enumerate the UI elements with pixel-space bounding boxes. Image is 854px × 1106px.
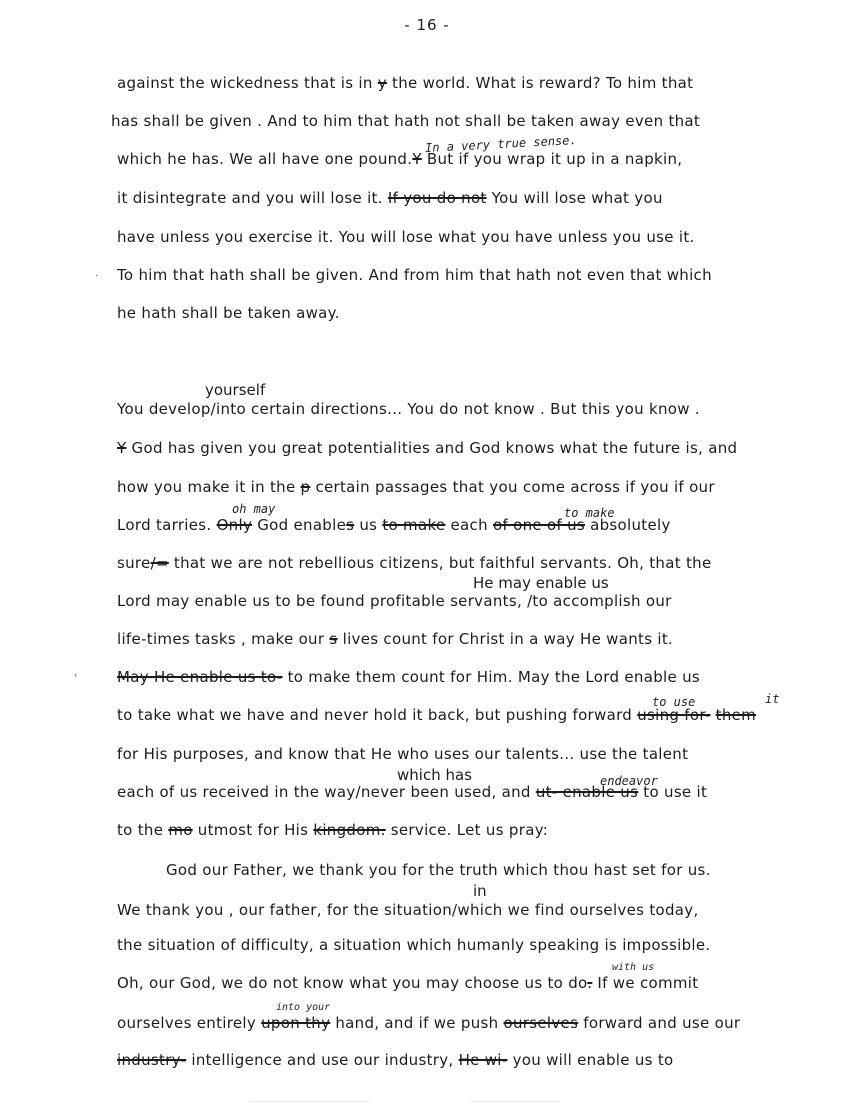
text-line: [117, 668, 700, 686]
text-line: [117, 974, 698, 992]
struck-text: /=: [150, 554, 169, 572]
handwritten-insertion-true-sense: In a very true sense.: [424, 133, 577, 155]
line-text: has shall be given . And to him that hath not shall be taken away even that: [111, 112, 701, 130]
line-text: the world. What is reward? To him that: [386, 74, 694, 92]
line-text: God our Father, we thank you for the truth which thou hast set for us.: [166, 861, 711, 879]
struck-text: kingdom.: [313, 821, 386, 839]
text-line: [117, 228, 695, 246]
struck-text: May He enable us to-: [117, 668, 283, 686]
text-line: [117, 745, 688, 763]
text-line: [117, 439, 737, 457]
struck-text: industry-: [117, 1051, 187, 1069]
struck-text: s: [346, 516, 355, 534]
line-text: ourselves entirely: [117, 1014, 262, 1032]
struck-text: p: [300, 478, 311, 496]
struck-text: s: [329, 630, 338, 648]
struck-text: Y: [412, 150, 422, 168]
line-text: You will lose what you: [486, 189, 663, 207]
text-line: [111, 112, 700, 130]
text-line: [117, 592, 672, 610]
struck-text: of one of us: [492, 516, 586, 534]
line-text: to make them count for Him. May the Lord enable us: [282, 668, 700, 686]
struck-text: upon thy: [261, 1014, 331, 1032]
struck-text: them: [715, 706, 757, 724]
line-text: service. Let us pray:: [385, 821, 549, 839]
line-text: the situation of difficulty, a situation which humanly speaking is impossible.: [117, 936, 711, 954]
line-text: To him that hath shall be given. And from him that hath not even that which: [117, 266, 712, 284]
typed-insertion-he-may-enable-us: He may enable us: [473, 574, 609, 592]
line-text: Lord may enable us to be found profitable servants, /to accomplish our: [117, 592, 672, 610]
line-text: have unless you exercise it. You will lose what you have unless you use it.: [117, 228, 695, 246]
text-line: [117, 304, 340, 322]
struck-text: using for-: [637, 706, 711, 724]
struck-text: y: [377, 74, 387, 92]
line-text: to the: [117, 821, 169, 839]
line-text: it disintegrate and you will lose it.: [117, 189, 388, 207]
struck-text: He wi-: [458, 1051, 508, 1069]
line-text: sure: [117, 554, 151, 572]
handwritten-insertion-into-your: into your: [276, 1002, 331, 1013]
margin-speck: ·: [95, 271, 99, 282]
line-text: But if you wrap it up in a napkin,: [421, 150, 683, 168]
text-line: [117, 936, 710, 954]
text-line: [117, 901, 699, 919]
line-text: intelligence and use our industry,: [186, 1051, 459, 1069]
line-text: If we commit: [592, 974, 699, 992]
struck-text: to make: [382, 516, 446, 534]
struck-text: ourselves: [503, 1014, 579, 1032]
line-text: lives count for Christ in a way He wants it.: [337, 630, 674, 648]
text-line: [117, 821, 548, 839]
line-text: Lord tarries.: [117, 516, 217, 534]
line-text: certain passages that you come across if you if our: [310, 478, 715, 496]
line-text: utmost for His: [192, 821, 314, 839]
line-text: absolutely: [585, 516, 671, 534]
line-text: to use it: [638, 783, 708, 801]
handwritten-insertion-to-make: to make: [564, 506, 615, 520]
struck-text: ut- enable us: [535, 783, 639, 801]
line-text: hand, and if we push: [330, 1014, 504, 1032]
line-text: for His purposes, and know that He who uses our talents... use the talent: [117, 745, 689, 763]
struck-text: If you do not: [387, 189, 487, 207]
struck-text: .: [587, 974, 593, 992]
text-line: [117, 400, 700, 418]
line-text: that we are not rebellious citizens, but faithful servants. Oh, that the: [168, 554, 712, 572]
text-line: [117, 1014, 740, 1032]
struck-text: Y: [117, 439, 127, 457]
line-text: each of us received in the way/never been used, and: [117, 783, 536, 801]
line-text: he hath shall be taken away.: [117, 304, 340, 322]
struck-text: Only: [216, 516, 253, 534]
line-text: We thank you , our father, for the situation/which we find ourselves today,: [117, 901, 699, 919]
text-line: [117, 554, 712, 572]
line-text: to take what we have and never hold it back, but pushing forward: [117, 706, 638, 724]
handwritten-insertion-it: it: [765, 692, 780, 706]
handwritten-insertion-to-use: to use: [652, 695, 696, 709]
text-line: [166, 861, 711, 879]
handwritten-insertion-endeavor: endeavor: [600, 774, 658, 788]
page-number: - 16 -: [404, 16, 450, 34]
typed-insertion-yourself: yourself: [205, 381, 266, 399]
typed-insertion-which-has: which has: [397, 766, 472, 784]
scan-smudge: [470, 1101, 560, 1102]
line-text: You develop/into certain directions... You do not know . But this you know .: [117, 400, 700, 418]
line-text: you will enable us to: [507, 1051, 674, 1069]
scan-smudge: [250, 1101, 370, 1102]
line-text: each: [445, 516, 493, 534]
text-line: [117, 74, 693, 92]
text-line: [117, 189, 663, 207]
text-line: [117, 150, 682, 168]
text-line: [117, 630, 673, 648]
handwritten-insertion-with-us: with us: [612, 962, 655, 973]
typed-insertion-in: in: [473, 882, 487, 900]
handwritten-insertion-oh-may: oh may: [232, 502, 276, 516]
margin-speck: ': [74, 673, 77, 684]
line-text: how you make it in the: [117, 478, 301, 496]
struck-text: mo: [168, 821, 193, 839]
line-text: Oh, our God, we do not know what you may choose us to do: [117, 974, 588, 992]
text-line: [117, 478, 715, 496]
line-text: us: [354, 516, 383, 534]
line-text: life-times tasks , make our: [117, 630, 330, 648]
text-line: [117, 266, 712, 284]
line-text: which he has. We all have one pound.: [117, 150, 413, 168]
text-line: [117, 1051, 674, 1069]
line-text: God has given you great potentialities and God knows what the future is, and: [126, 439, 738, 457]
line-text: against the wickedness that is in: [117, 74, 378, 92]
line-text: forward and use our: [578, 1014, 741, 1032]
line-text: God enable: [252, 516, 347, 534]
